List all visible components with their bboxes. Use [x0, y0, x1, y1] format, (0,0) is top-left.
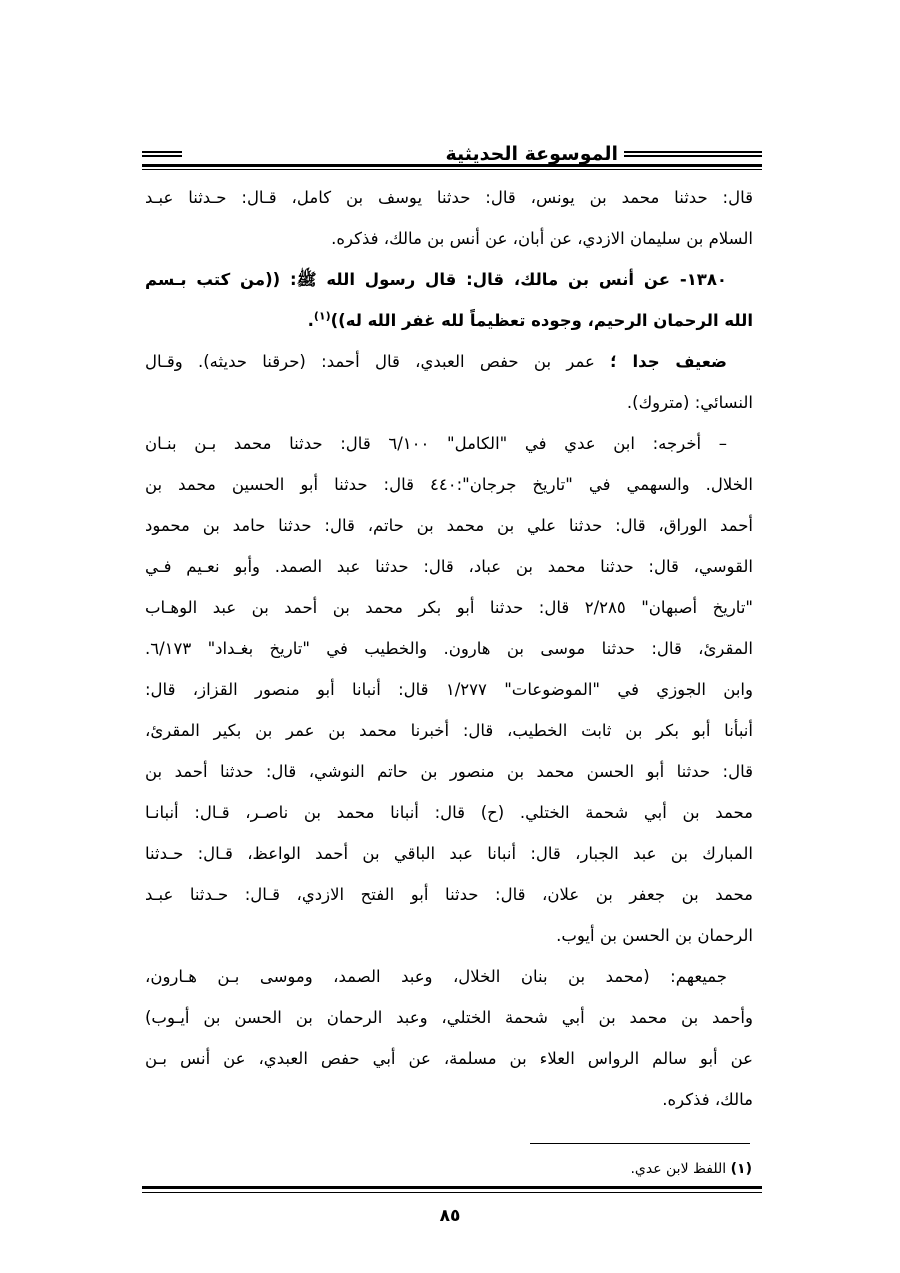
text-line: أحمد الوراق، قال: حدثنا علي بن محمد بن حاتم، قال: حدثنا حامد بن محمود	[145, 516, 753, 535]
text-line: قال: حدثنا أبو الحسن محمد بن منصور بن حاتم النوشي، قال: حدثنا أحمد بن	[145, 762, 753, 781]
grading-label: ضعيف جدا ؛	[610, 352, 728, 371]
header-underline	[142, 164, 762, 170]
grading-line	[145, 341, 753, 382]
footnote-separator	[530, 1143, 750, 1144]
text-line: – أخرجه: ابن عدي في "الكامل" ٦/١٠٠ قال: حدثنا محمد بـن بنـان	[145, 434, 727, 453]
text-line: النسائي: (متروك).	[626, 393, 753, 412]
text-line: الخلال. والسهمي في "تاريخ جرجان":٤٤٠ قال: حدثنا أبو الحسين محمد بن	[145, 475, 753, 494]
main-text	[145, 177, 753, 1120]
footnote-ref: (١)	[313, 309, 331, 323]
text-line: جميعهم: (محمد بن بنان الخلال، وعبد الصمد، وموسى بـن هـارون،	[145, 967, 727, 986]
text-line: عن أبو سالم الرواس العلاء بن مسلمة، عن أبي حفص العبدي، عن أنس بـن	[145, 1049, 753, 1068]
text-line: وابن الجوزي في "الموضوعات" ١/٢٧٧ قال: أنبانا أبو منصور القزاز، قال:	[145, 680, 753, 699]
footnote-marker: (١)	[730, 1161, 752, 1177]
text-line: قال: حدثنا محمد بن يونس، قال: حدثنا يوسف بن كامل، قـال: حـدثنا عبـد	[145, 188, 753, 207]
running-header	[142, 140, 762, 170]
text-line: وأحمد بن محمد بن أبي شحمة الختلي، وعبد الرحمان بن الحسن بن أيـوب)	[145, 1008, 753, 1027]
text-line: الرحمان بن الحسن بن أيوب.	[556, 926, 753, 945]
grading-text: عمر بن حفص العبدي، قال أحمد: (حرقنا حديثه). وقـال	[145, 352, 611, 371]
text-line: السلام بن سليمان الازدي، عن أبان، عن أنس بن مالك، فذكره.	[331, 229, 753, 248]
header-rule-left	[142, 151, 182, 157]
footer-rule	[142, 1186, 762, 1193]
text-line: محمد بن جعفر بن علان، قال: حدثنا أبو الفتح الازدي، قـال: حـدثنا عبـد	[145, 885, 753, 904]
footnote	[630, 1158, 752, 1180]
hadith-text: الله الرحمان الرحيم، وجوده تعظيماً لله غفر الله له))	[330, 311, 753, 330]
text-line: أنبأنا أبو بكر بن ثابت الخطيب، قال: أخبرنا محمد بن عمر بن بكير المقرئ،	[145, 721, 753, 740]
footnote-text: اللفظ لابن عدي.	[630, 1161, 731, 1177]
text-line: القوسي، قال: حدثنا محمد بن عباد، قال: حدثنا عبد الصمد. وأبو نعـيم فـي	[145, 557, 753, 576]
text-line: "تاريخ أصبهان" ٢/٢٨٥ قال: حدثنا أبو بكر محمد بن أحمد بن عبد الوهـاب	[145, 598, 753, 617]
hadith-line: ١٣٨٠- عن أنس بن مالك، قال: قال رسول الله ﷺ: ((من كتب بـسم	[145, 270, 727, 289]
text-line: المقرئ، قال: حدثنا موسى بن هارون. والخطيب في "تاريخ بغـداد" ٦/١٧٣.	[145, 639, 753, 658]
text-line: محمد بن أبي شحمة الختلي. (ح) قال: أنبانا محمد بن ناصـر، قـال: أنبانـا	[145, 803, 753, 822]
text-line: مالك، فذكره.	[662, 1090, 753, 1109]
hadith-end: .	[307, 311, 314, 330]
page-number: ٨٥	[439, 1206, 461, 1226]
header-rule-right	[624, 151, 762, 157]
hadith-line	[145, 300, 753, 341]
text-line: المبارك بن عبد الجبار، قال: أنبانا عبد الباقي بن أحمد الواعظ، قـال: حـدثنا	[145, 844, 753, 863]
header-title: الموسوعة الحديثية	[442, 140, 623, 168]
